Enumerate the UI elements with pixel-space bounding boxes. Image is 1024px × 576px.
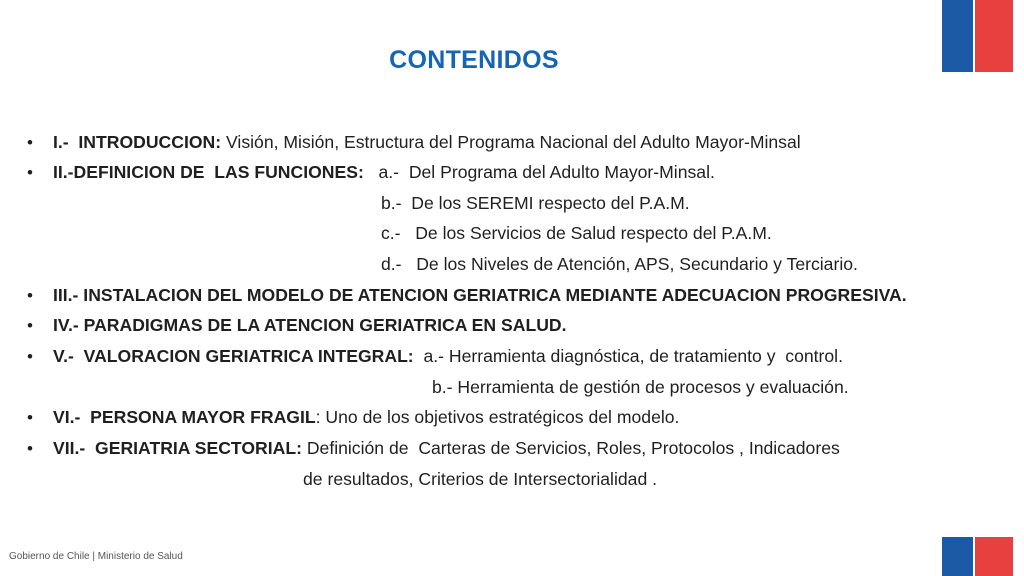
item-text: a.- Del Programa del Adulto Mayor-Minsal. (363, 162, 715, 182)
slide-title: CONTENIDOS (389, 46, 559, 74)
item-text: a.- Herramienta diagnóstica, de tratamiento y control. (413, 346, 843, 366)
item-heading: III.- INSTALACION DEL MODELO DE ATENCION GERIATRICA MEDIANTE ADECUACION PROGRESIVA. (53, 285, 907, 305)
bullet-icon: • (27, 133, 33, 152)
item-text: : Uno de los objetivos estratégicos del modelo. (315, 407, 680, 427)
list-item-paradigmas (53, 314, 567, 336)
list-item-persona-mayor (53, 406, 679, 428)
flag-red-band (975, 537, 1013, 576)
sub-item-funciones-b: b.- De los SEREMI respecto del P.A.M. (381, 193, 690, 213)
sub-item-sectorial-continuation: de resultados, Criterios de Intersectorialidad . (303, 469, 658, 489)
item-heading: IV.- PARADIGMAS DE LA ATENCION GERIATRICA EN SALUD. (53, 315, 567, 335)
bullet-icon: • (27, 347, 33, 366)
flag-blue-band (942, 537, 973, 576)
chile-flag-logo-top (942, 0, 1013, 72)
footer-text: Gobierno de Chile | Ministerio de Salud (9, 551, 183, 562)
bullet-icon: • (27, 408, 33, 427)
list-item-funciones (53, 161, 715, 183)
list-item-sectorial (53, 437, 840, 459)
item-heading: II.-DEFINICION DE LAS FUNCIONES: (53, 162, 364, 182)
bullet-icon: • (27, 286, 33, 305)
item-heading: V.- VALORACION GERIATRICA INTEGRAL: (53, 346, 414, 366)
bullet-icon: • (27, 439, 33, 458)
chile-flag-logo-bottom (942, 537, 1013, 576)
item-heading: VII.- GERIATRIA SECTORIAL: (53, 438, 302, 458)
bullet-icon: • (27, 316, 33, 335)
list-item-instalacion (53, 284, 907, 306)
list-item-introduccion (53, 131, 801, 153)
sub-item-funciones-c: c.- De los Servicios de Salud respecto del P.A.M. (381, 223, 772, 243)
item-heading: I.- INTRODUCCION: (53, 132, 222, 152)
sub-item-valoracion-b: b.- Herramienta de gestión de procesos y evaluación. (432, 377, 849, 397)
sub-item-funciones-d: d.- De los Niveles de Atención, APS, Secundario y Terciario. (381, 254, 858, 274)
item-heading: VI.- PERSONA MAYOR FRAGIL (53, 407, 316, 427)
item-text: Definición de Carteras de Servicios, Roles, Protocolos , Indicadores (301, 438, 840, 458)
item-text: Visión, Misión, Estructura del Programa Nacional del Adulto Mayor-Minsal (221, 132, 801, 152)
bullet-icon: • (27, 163, 33, 182)
flag-red-band (975, 0, 1013, 72)
list-item-valoracion (53, 345, 843, 367)
